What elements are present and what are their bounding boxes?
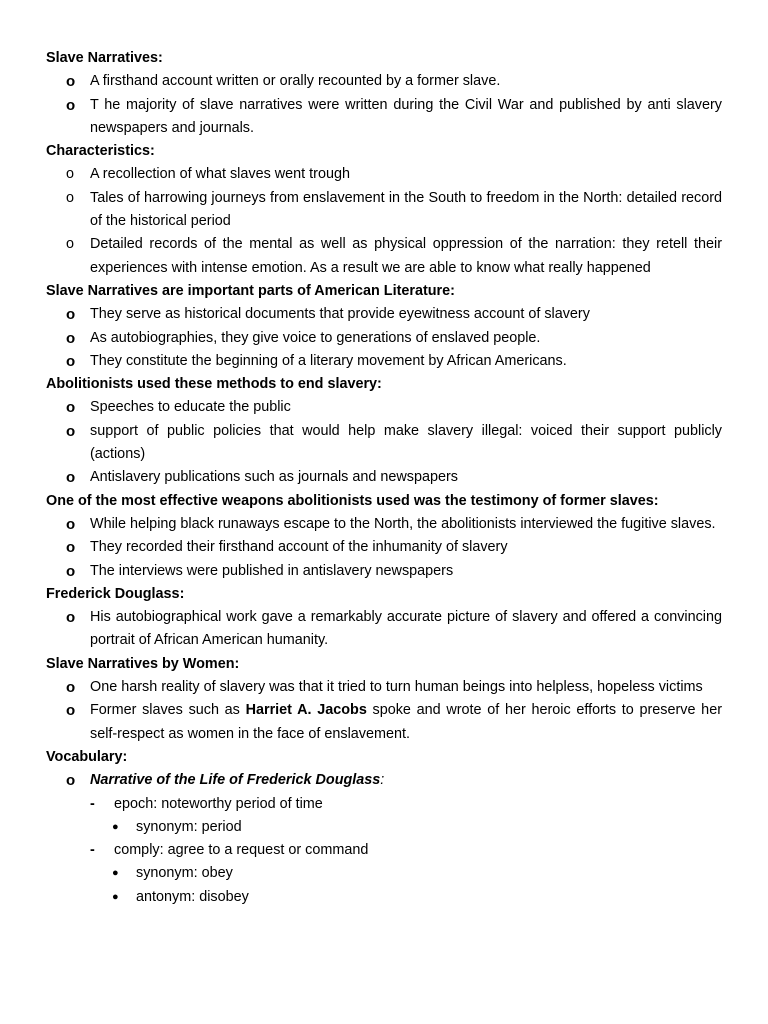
list-item — [46, 70, 722, 93]
vocabulary-term — [46, 793, 722, 816]
vocabulary-note-text: synonym: period — [136, 818, 242, 835]
section-heading: Characteristics: — [46, 143, 155, 160]
list-item-text-end: spoke and wrote of her heroic efforts to preserve her self-respect as women in the face of enslavement. — [90, 702, 722, 742]
vocabulary-entries — [46, 793, 722, 909]
list-item — [46, 606, 722, 653]
list-item — [46, 163, 722, 186]
list-item-text: T he majority of slave narratives were written during the Civil War and published by anti slavery newspapers and journals. — [90, 96, 722, 136]
list-item-text: Detailed records of the mental as well as physical oppression of the narration: they retell their experiences with intense emotion. As a result we are able to know what really happened — [90, 236, 722, 276]
dash-bullet-icon: - — [90, 795, 95, 812]
section-heading: Abolitionists used these methods to end slavery: — [46, 376, 382, 393]
list-item-text: They recorded their firsthand account of the inhumanity of slavery — [90, 539, 508, 556]
document-section — [46, 280, 722, 373]
work-title: Narrative of the Life of Frederick Douglass — [90, 772, 381, 789]
list-item — [46, 396, 722, 419]
section-heading: One of the most effective weapons abolitionists used was the testimony of former slaves: — [46, 492, 659, 509]
dot-bullet-icon: ● — [112, 867, 119, 880]
vocabulary-note — [46, 862, 722, 885]
hollow-bullet-icon: o — [66, 539, 76, 557]
work-title-colon: : — [380, 772, 385, 789]
document-section — [46, 490, 722, 583]
list-item — [46, 327, 722, 350]
hollow-bullet-icon: o — [66, 189, 75, 206]
women-section — [46, 653, 722, 746]
list-item — [46, 513, 722, 536]
list-item — [46, 350, 722, 373]
section-heading: Slave Narratives are important parts of American Literature: — [46, 282, 455, 299]
vocabulary-note — [46, 816, 722, 839]
vocabulary-note — [46, 886, 722, 909]
hollow-bullet-icon: o — [66, 236, 75, 253]
hollow-bullet-icon: o — [66, 96, 76, 114]
hollow-bullet-icon: o — [66, 399, 76, 417]
section-heading: Frederick Douglass: — [46, 585, 185, 602]
hollow-bullet-icon: o — [66, 772, 76, 790]
list-item-text: One harsh reality of slavery was that it tried to turn human beings into helpless, hopeless victims — [90, 679, 703, 696]
document-section — [46, 47, 722, 140]
document-section — [46, 373, 722, 489]
hollow-bullet-icon: o — [66, 329, 76, 347]
document-section — [46, 583, 722, 653]
list-item — [46, 303, 722, 326]
list-item — [46, 420, 722, 467]
list-item — [46, 466, 722, 489]
vocabulary-note-text: antonym: disobey — [136, 888, 249, 905]
list-item-text: Antislavery publications such as journals and newspapers — [90, 469, 458, 486]
hollow-bullet-icon: o — [66, 679, 76, 697]
list-item-text: Tales of harrowing journeys from enslavement in the South to freedom in the North: detailed record of the historical period — [90, 189, 722, 230]
list-item-text: A recollection of what slaves went trough — [90, 166, 350, 183]
list-item-text-start: Former slaves such as — [90, 702, 246, 719]
section-heading: Vocabulary: — [46, 748, 128, 765]
hollow-bullet-icon: o — [66, 702, 76, 720]
dot-bullet-icon: ● — [112, 890, 119, 903]
hollow-bullet-icon: o — [66, 306, 76, 324]
dot-bullet-icon: ● — [112, 820, 119, 833]
list-item — [46, 676, 722, 699]
list-item-text: His autobiographical work gave a remarkably accurate picture of slavery and offered a convincing portrait of African American humanity. — [90, 609, 722, 649]
hollow-bullet-icon: o — [66, 469, 76, 487]
section-heading: Slave Narratives: — [46, 50, 163, 66]
list-item-text: The interviews were published in antislavery newspapers — [90, 562, 454, 579]
hollow-bullet-icon: o — [66, 166, 75, 183]
list-item — [46, 187, 722, 234]
list-item-text: While helping black runaways escape to the North, the abolitionists interviewed the fugitive slaves. — [90, 515, 716, 532]
hollow-bullet-icon: o — [66, 352, 76, 370]
list-item-text: Speeches to educate the public — [90, 399, 291, 416]
list-item — [46, 560, 722, 583]
dash-bullet-icon: - — [90, 842, 95, 859]
hollow-bullet-icon: o — [66, 515, 76, 533]
document-page — [46, 47, 722, 909]
list-item-text: support of public policies that would help make slavery illegal: voiced their support publicly (actions) — [90, 422, 722, 463]
list-item-text: As autobiographies, they give voice to generations of enslaved people. — [90, 329, 541, 346]
list-item — [46, 94, 722, 141]
list-item-text: They constitute the beginning of a literary movement by African Americans. — [90, 352, 567, 369]
vocabulary-section — [46, 746, 722, 909]
list-item-text: A firsthand account written or orally recounted by a former slave. — [90, 73, 501, 90]
vocabulary-term-text: epoch: noteworthy period of time — [114, 795, 323, 812]
hollow-bullet-icon: o — [66, 422, 76, 440]
list-item — [46, 769, 722, 792]
document-section — [46, 140, 722, 280]
section-heading: Slave Narratives by Women: — [46, 655, 240, 672]
list-item — [46, 233, 722, 280]
vocabulary-note-text: synonym: obey — [136, 865, 233, 882]
vocabulary-term-text: comply: agree to a request or command — [114, 842, 369, 859]
list-item — [46, 699, 722, 746]
highlighted-name: Harriet A. Jacobs — [245, 702, 367, 719]
list-item-text: They serve as historical documents that provide eyewitness account of slavery — [90, 306, 590, 323]
hollow-bullet-icon: o — [66, 73, 76, 91]
sections-container — [46, 47, 722, 653]
hollow-bullet-icon: o — [66, 562, 76, 580]
list-item — [46, 536, 722, 559]
hollow-bullet-icon: o — [66, 609, 76, 627]
vocabulary-term — [46, 839, 722, 862]
